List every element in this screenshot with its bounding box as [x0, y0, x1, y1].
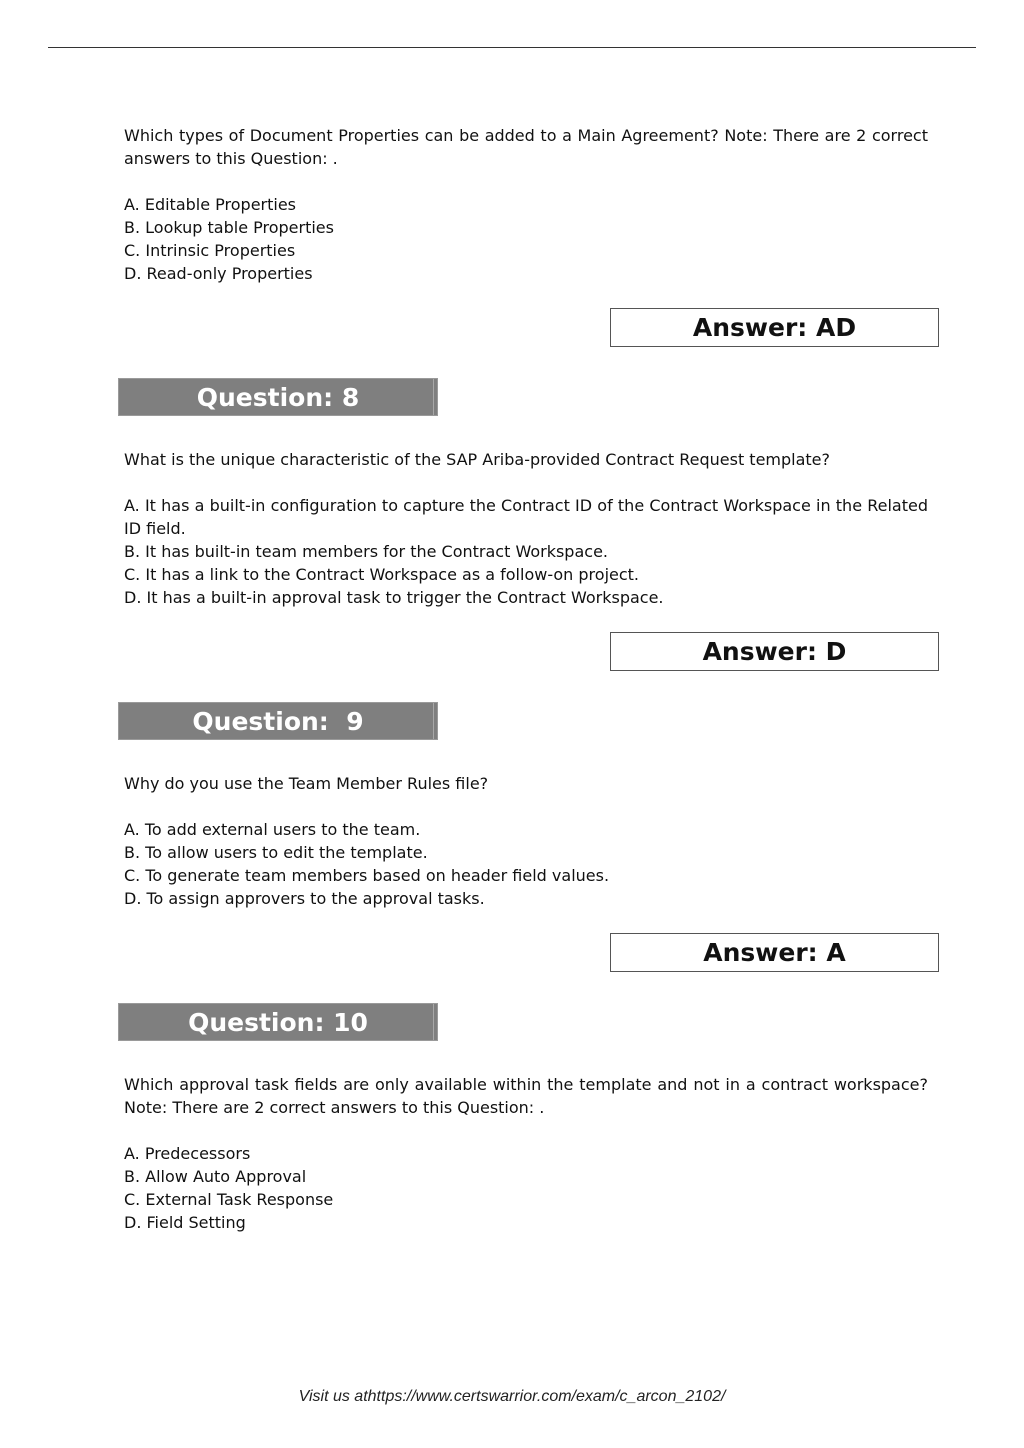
- option-c: C. It has a link to the Contract Workspace as a follow-on project.: [124, 565, 640, 584]
- option-d: D. Field Setting: [124, 1213, 246, 1232]
- question-9-text: Why do you use the Team Member Rules file?: [124, 774, 489, 793]
- option-b: B. Lookup table Properties: [124, 218, 334, 237]
- answer-row-8: [124, 632, 928, 672]
- option-c: C. External Task Response: [124, 1190, 334, 1209]
- question-8-row: [124, 378, 928, 418]
- top-divider: [48, 47, 976, 48]
- option-c: C. To generate team members based on header field values.: [124, 866, 610, 885]
- option-b: B. It has built-in team members for the Contract Workspace.: [124, 542, 608, 561]
- footer-link[interactable]: Visit us athttps://www.certswarrior.com/exam/c_arcon_2102/: [298, 1388, 726, 1405]
- question-10-row: [124, 1003, 928, 1043]
- question-7-block: [124, 124, 928, 348]
- question-10-block: [124, 1003, 928, 1234]
- option-d: D. It has a built-in approval task to trigger the Contract Workspace.: [124, 588, 664, 607]
- option-d: D. Read-only Properties: [124, 264, 313, 283]
- option-a: A. To add external users to the team.: [124, 820, 421, 839]
- answer-box-9: Answer: A: [610, 933, 939, 972]
- option-c: C. Intrinsic Properties: [124, 241, 296, 260]
- option-b: B. To allow users to edit the template.: [124, 843, 428, 862]
- question-8-block: [124, 378, 928, 672]
- answer-row-9: [124, 933, 928, 973]
- question-7-text: Which types of Document Properties can be added to a Main Agreement? Note: There are 2 correct answers to this Question: .: [124, 126, 928, 168]
- option-a: A. Editable Properties: [124, 195, 297, 214]
- answer-box-7: Answer: AD: [610, 308, 939, 347]
- option-a: A. Predecessors: [124, 1144, 251, 1163]
- question-9-row: [124, 702, 928, 742]
- question-9-options: [124, 818, 928, 910]
- question-9-header: Question: 9: [118, 702, 438, 740]
- question-10-text: Which approval task fields are only available within the template and not in a contract workspace? Note: There are 2 correct answers to this Question: .: [124, 1075, 928, 1117]
- question-10-header: Question: 10: [118, 1003, 438, 1041]
- question-8-options: [124, 494, 928, 609]
- document-body: [124, 124, 928, 1234]
- option-b: B. Allow Auto Approval: [124, 1167, 307, 1186]
- question-10-options: [124, 1142, 928, 1234]
- question-7-options: [124, 193, 928, 285]
- option-a: A. It has a built-in configuration to capture the Contract ID of the Contract Workspace in the Related ID field.: [124, 496, 928, 538]
- answer-box-8: Answer: D: [610, 632, 939, 671]
- question-8-text: What is the unique characteristic of the SAP Ariba-provided Contract Request template?: [124, 450, 831, 469]
- option-d: D. To assign approvers to the approval tasks.: [124, 889, 485, 908]
- question-8-header: Question: 8: [118, 378, 438, 416]
- answer-row-7: [124, 308, 928, 348]
- question-9-block: [124, 702, 928, 973]
